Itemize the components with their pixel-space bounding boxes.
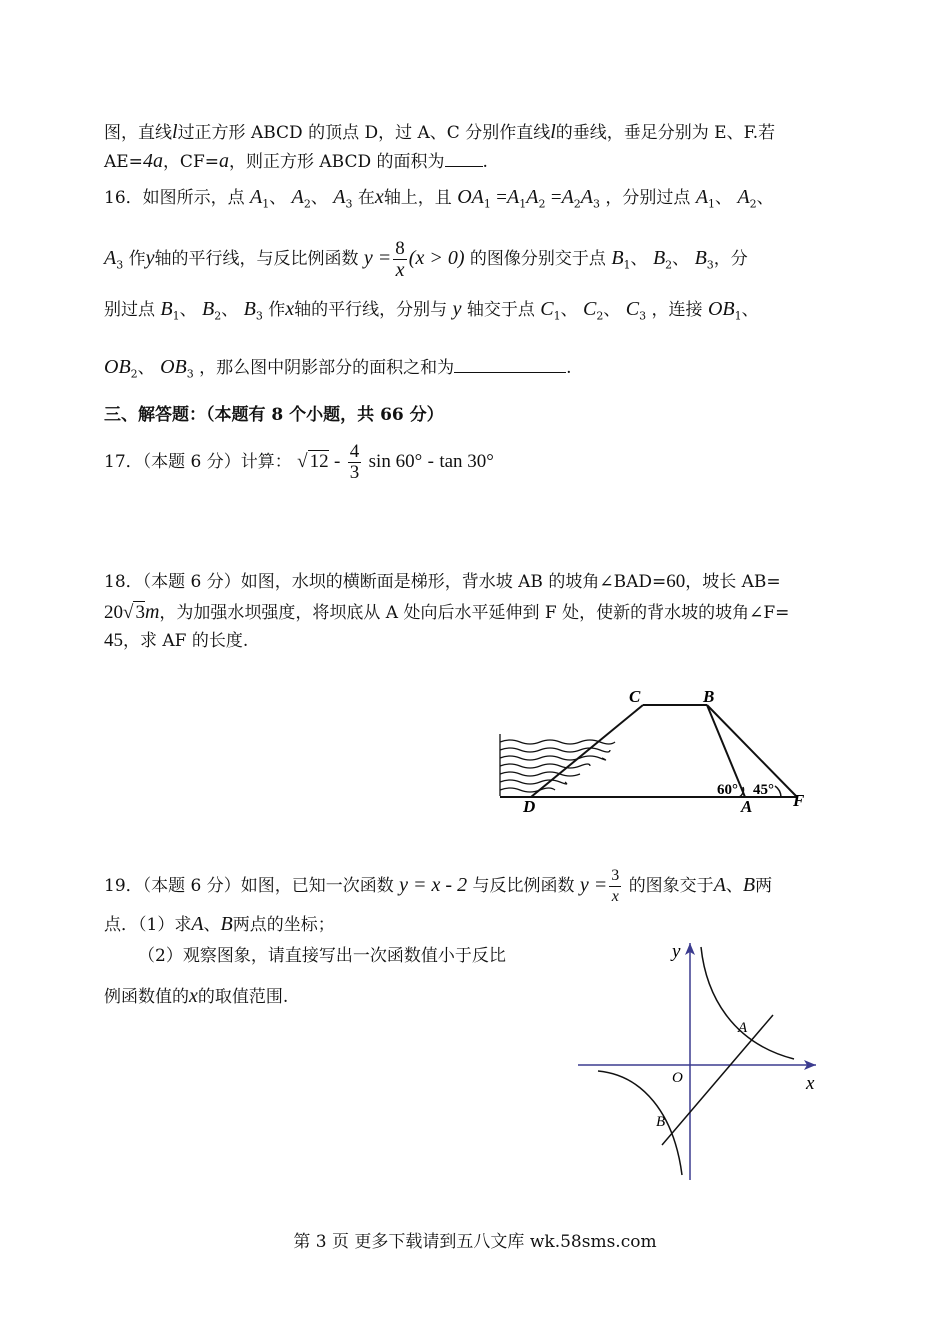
label-C: C — [629, 688, 641, 706]
q18-line2: 20√ 3m，为加强水坝强度，将坝底从 A 处向后水平延伸到 F 处，使新的背水坡的坡角∠F= — [104, 601, 790, 623]
point-A-label: A — [738, 1020, 748, 1036]
q19-line1: 19．（本题 6 分）如图，已知一次函数 y = x - 2 与反比例函数 y = $\frac{3}{x}$ 的图象交于A、B两 — [104, 867, 773, 905]
q16-line1: 16．如图所示，点 $A_1$、 $A_2$、 $A_3$ 在x轴上，且 $OA_1 =A_1A_2 =A_2A_3$ ，分别过点 $A_1$、 $A_2$、 — [104, 186, 774, 211]
answer-blank[interactable] — [454, 354, 566, 373]
angle-60-label: 60° — [717, 782, 738, 798]
section-heading: 三、解答题：（本题有 8 个小题，共 66 分） — [104, 405, 444, 425]
curves — [598, 947, 794, 1175]
point-B-label: B — [656, 1114, 666, 1130]
fraction-8-over-x: $\frac{8}{x}$ — [395, 238, 405, 281]
q16-line3: 别过点 $B_1$、 $B_2$、 $B_3$ 作x轴的平行线，分别与 y 轴交于点 $C_1$、 $C_2$、 $C_3$ ，连接 $OB_1$、 — [104, 298, 759, 323]
q18-line1: 18．（本题 6 分）如图，水坝的横断面是梯形，背水坡 AB 的坡角∠BAD=60，坡长 AB= — [104, 571, 781, 592]
angle-45-label: 45° — [753, 782, 774, 798]
y-label: y — [672, 941, 681, 962]
label-D: D — [523, 797, 536, 816]
q19-line2: 点．（1）求A、B两点的坐标； — [104, 913, 335, 935]
q16-line2: $A_3$ 作y轴的平行线，与反比例函数 y = $\frac{8}{x}$ (x > 0) 的图像分别交于点 $B_1$、 $B_2$、 $B_3$，分 — [104, 238, 748, 281]
q17: 17．（本题 6 分）计算： √ 12 - $\frac{4}{3}$ sin 60° - tan 30° — [104, 441, 494, 483]
label-F: F — [793, 791, 805, 810]
q19-line3: （2）观察图象，请直接写出一次函数值小于反比 — [138, 946, 506, 966]
q16-line4: $OB_2$、 $OB_3$ ，那么图中阴影部分的面积之和为 . — [104, 356, 572, 381]
page-footer: 第 3 页 更多下载请到五八文库 wk.58sms.com — [293, 1232, 657, 1252]
angle-arc-45 — [775, 786, 781, 797]
label-B: B — [703, 688, 715, 706]
x-label: x — [806, 1073, 815, 1094]
hyperbola-branch-1 — [701, 947, 794, 1059]
q18-line3: 45，求 AF 的长度. — [104, 630, 249, 651]
fraction-4-3: $\frac{4}{3}$ — [349, 441, 360, 483]
q15-line1: 图，直线l过正方形 ABCD 的顶点 D，过 A、C 分别作直线l的垂线，垂足分别为 E、F.若 — [104, 121, 776, 143]
q15-line2: AE=4a，CF=a，则正方形 ABCD 的面积为 . — [104, 150, 488, 172]
axes — [578, 943, 816, 1180]
fraction-3-over-x: $\frac{3}{x}$ — [611, 867, 620, 905]
answer-blank[interactable] — [445, 148, 483, 167]
dam-figure — [495, 688, 815, 818]
function-graph — [570, 935, 830, 1185]
origin-label: O — [672, 1070, 683, 1086]
label-A: A — [741, 797, 753, 816]
q19-line4: 例函数值的x的取值范围. — [104, 985, 289, 1007]
hyperbola-branch-2 — [598, 1071, 682, 1175]
